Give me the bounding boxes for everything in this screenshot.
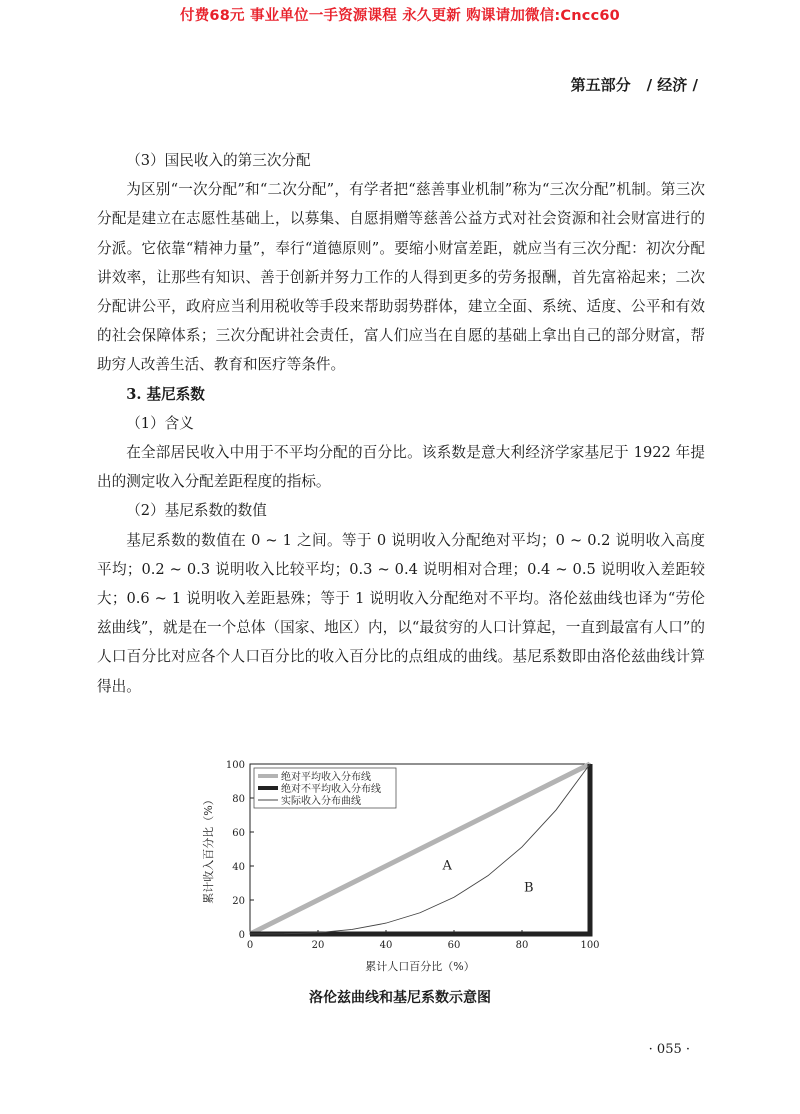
x-tick-label: 80 <box>515 940 529 951</box>
region-label-a: A <box>442 858 452 874</box>
main-text <box>97 146 705 701</box>
x-tick-label: 100 <box>580 940 600 951</box>
y-tick-label: 60 <box>232 828 245 839</box>
x-tick-label: 40 <box>379 940 393 951</box>
x-tick-label: 60 <box>447 940 461 951</box>
x-axis-label: 累计人口百分比（%） <box>365 960 475 973</box>
watermark-banner: 付费68元 事业单位一手资源课程 永久更新 购课请加微信:Cncc60 <box>180 8 620 24</box>
chart-caption: 洛伦兹曲线和基尼系数示意图 <box>309 990 491 1006</box>
y-axis-label: 累计收入百分比（%） <box>202 794 215 904</box>
x-tick-label: 0 <box>246 940 254 951</box>
paragraph-meaning: 在全部居民收入中用于不平均分配的百分比。该系数是意大利经济学家基尼于 1922 年提出的测定收入分配差距程度的指标。 <box>97 444 705 491</box>
lorenz-chart-svg <box>196 753 616 985</box>
paragraph-third-distribution: 为区别“一次分配”和“二次分配”，有学者把“慈善事业机制”称为“三次分配”机制。第三次分配是建立在志愿性基础上，以募集、自愿捐赠等慈善公益方式对社会资源和社会财富进行的分派。它依靠“精神力量”，奉行“道德原则”。要缩小财富差距，就应当有三次分配：初次分配讲效率，让那些有知识、善于创新并努力工作的人得到更多的劳务报酬，首先富裕起来；二次分配讲公平，政府应当利用税收等手段来帮助弱势群体，建立全面、系统、适度、公平和有效的社会保障体系；三次分配讲社会责任，富人们应当在自愿的基础上拿出自己的部分财富，帮助穷人改善生活、教育和医疗等条件。 <box>97 181 705 374</box>
subheading-meaning: （1）含义 <box>126 414 194 432</box>
legend-label: 绝对平均收入分布线 <box>281 772 371 783</box>
lorenz-chart <box>196 753 616 985</box>
page-header <box>571 74 698 95</box>
y-tick-label: 0 <box>238 930 245 941</box>
legend-label: 绝对不平均收入分布线 <box>281 784 381 795</box>
page-number: · 055 · <box>648 1042 690 1057</box>
header-topic: / 经济 / <box>646 76 698 94</box>
y-tick-label: 80 <box>232 794 245 805</box>
region-label-b: B <box>524 880 534 896</box>
paragraph-gini-values: 基尼系数的数值在 0 ~ 1 之间。等于 0 说明收入分配绝对平均；0 ~ 0.2 说明收入高度平均；0.2 ~ 0.3 说明收入比较平均；0.3 ~ 0.4 说明相对合理；0.4 ~ 0.5 说明收入差距较大；0.6 ~ 1 说明收入差距悬殊；等于 1 说明收入分配绝对不平均。洛伦兹曲线也译为“劳伦兹曲线”，就是在一个总体（国家、地区）内，以“最贫穷的人口计算起，一直到最富有人口”的人口百分比对应各个人口百分比的收入百分比的点组成的曲线。基尼系数即由洛伦兹曲线计算得出。 <box>97 531 705 695</box>
subheading-gini-values: （2）基尼系数的数值 <box>126 502 267 520</box>
header-part: 第五部分 <box>570 76 631 94</box>
y-tick-label: 20 <box>232 896 245 907</box>
y-tick-label: 40 <box>232 862 245 873</box>
section-heading-gini: 3. 基尼系数 <box>126 385 205 403</box>
legend-label: 实际收入分布曲线 <box>281 796 361 807</box>
y-tick-label: 100 <box>225 760 245 771</box>
subheading-third-distribution: （3）国民收入的第三次分配 <box>126 152 311 169</box>
x-tick-label: 20 <box>311 940 325 951</box>
